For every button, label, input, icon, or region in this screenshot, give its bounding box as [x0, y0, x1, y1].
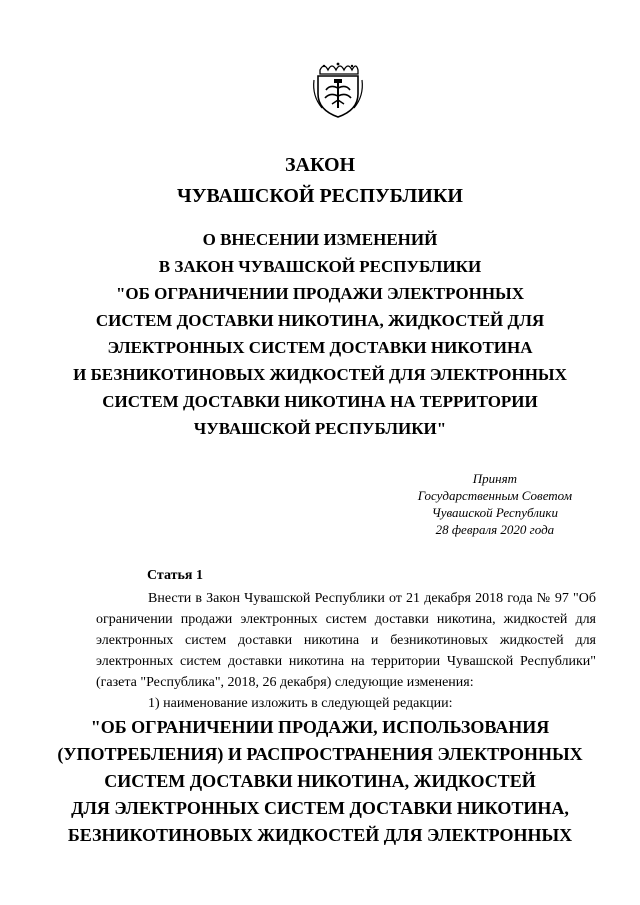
subject-line: "ОБ ОГРАНИЧЕНИИ ПРОДАЖИ ЭЛЕКТРОННЫХ — [115, 284, 525, 303]
subject-line: СИСТЕМ ДОСТАВКИ НИКОТИНА, ЖИДКОСТЕЙ ДЛЯ — [95, 311, 545, 330]
adoption-note — [418, 470, 572, 538]
law-title — [0, 150, 640, 212]
new-title-line: "ОБ ОГРАНИЧЕНИИ ПРОДАЖИ, ИСПОЛЬЗОВАНИЯ — [90, 717, 550, 737]
article-body — [96, 588, 596, 714]
adoption-line: Государственным Советом — [417, 488, 572, 503]
new-law-title — [0, 714, 640, 849]
law-subject — [0, 226, 640, 442]
subject-line: В ЗАКОН ЧУВАШСКОЙ РЕСПУБЛИКИ — [158, 257, 482, 276]
new-title-line: БЕЗНИКОТИНОВЫХ ЖИДКОСТЕЙ ДЛЯ ЭЛЕКТРОННЫХ — [67, 825, 573, 845]
subject-line: И БЕЗНИКОТИНОВЫХ ЖИДКОСТЕЙ ДЛЯ ЭЛЕКТРОННЫХ — [73, 365, 567, 384]
subject-line: ЭЛЕКТРОННЫХ СИСТЕМ ДОСТАВКИ НИКОТИНА — [107, 338, 533, 357]
adoption-line: Принят — [472, 471, 518, 486]
subject-line: ЧУВАШСКОЙ РЕСПУБЛИКИ" — [193, 419, 447, 438]
subject-line: СИСТЕМ ДОСТАВКИ НИКОТИНА НА ТЕРРИТОРИИ — [102, 392, 538, 411]
law-title-line: ЗАКОН — [284, 154, 356, 176]
coat-of-arms-icon — [310, 60, 366, 120]
adoption-line: Чувашской Республики — [431, 505, 559, 520]
new-title-line: ДЛЯ ЭЛЕКТРОННЫХ СИСТЕМ ДОСТАВКИ НИКОТИНА, — [71, 798, 569, 818]
new-title-line: (УПОТРЕБЛЕНИЯ) И РАСПРОСТРАНЕНИЯ ЭЛЕКТРОННЫХ — [57, 744, 583, 764]
article-item-1: 1) наименование изложить в следующей редакции: — [148, 696, 453, 711]
new-title-line: СИСТЕМ ДОСТАВКИ НИКОТИНА, ЖИДКОСТЕЙ — [104, 771, 536, 791]
subject-line: О ВНЕСЕНИИ ИЗМЕНЕНИЙ — [202, 230, 438, 249]
adoption-date: 28 февраля 2020 года — [435, 522, 555, 537]
article-heading: Статья 1 — [147, 568, 203, 583]
article-paragraph: Внести в Закон Чувашской Республики от 21 декабря 2018 года № 97 "Об ограничении продажи электронных систем доставки никотина, жидкостей для электронных систем доставки никотина и безникотиновых жидкостей для электронных систем доставки никотина на территории Чувашской Республики" (газета "Республика", 2018, 26 декабря) следующие изменения: — [96, 591, 596, 690]
law-title-line: ЧУВАШСКОЙ РЕСПУБЛИКИ — [177, 185, 463, 207]
